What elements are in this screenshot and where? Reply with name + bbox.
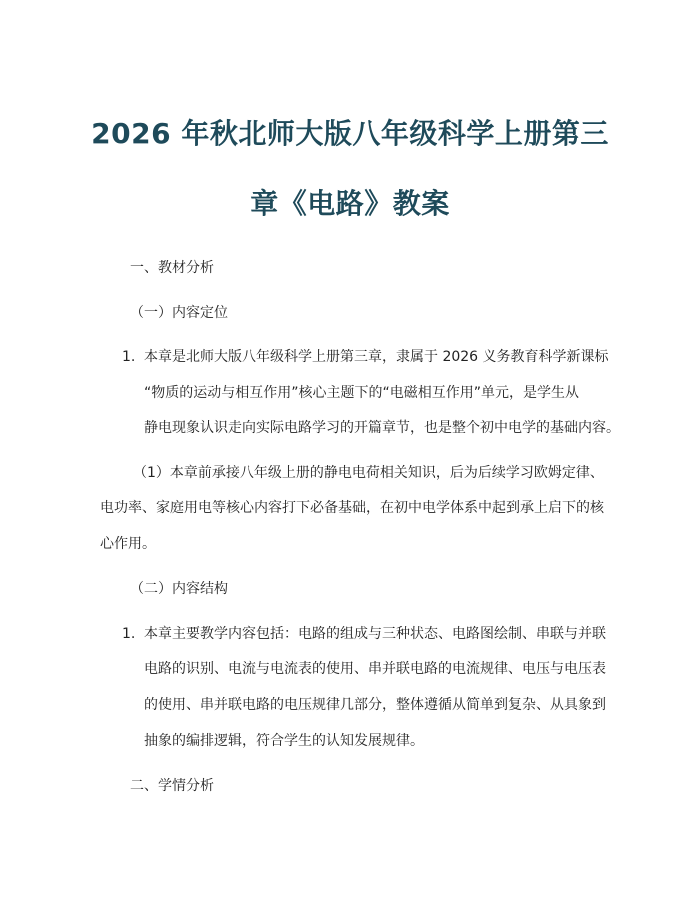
paragraph-2-line-1: （1）本章前承接八年级上册的静电电荷相关知识，后为后续学习欧姆定律、: [133, 465, 604, 481]
paragraph-3-line-4: 抽象的编排逻辑，符合学生的认知发展规律。: [144, 733, 424, 749]
paragraph-1-line-2: “物质的运动与相互作用”核心主题下的“电磁相互作用”单元，是学生从: [144, 385, 580, 401]
paragraph-1-line-1: [122, 347, 609, 367]
paragraph-text: 本章是北师大版八年级科学上册第三章，隶属于 2026 义务教育科学新课标: [144, 349, 609, 365]
paragraph-text: 本章主要教学内容包括：电路的组成与三种状态、电路图绘制、串联与并联: [144, 626, 606, 642]
paragraph-3-line-1: [122, 624, 606, 644]
subsection-heading-content-structure: （二）内容结构: [130, 581, 228, 597]
subsection-heading-content-positioning: （一）内容定位: [130, 305, 228, 321]
document-title-line-2: 章《电路》教案: [250, 187, 450, 220]
list-number: 1.: [122, 349, 136, 365]
paragraph-3-line-3: 的使用、串并联电路的电压规律几部分，整体遵循从简单到复杂、从具象到: [144, 697, 606, 713]
paragraph-1-line-3: 静电现象认识走向实际电路学习的开篇章节，也是整个初中电学的基础内容。: [144, 420, 620, 436]
paragraph-3-line-2: 电路的识别、电流与电流表的使用、串并联电路的电流规律、电压与电压表: [144, 661, 606, 677]
section-heading-learner-analysis: 二、学情分析: [130, 778, 214, 794]
paragraph-2-line-3: 心作用。: [100, 536, 156, 552]
list-number: 1.: [122, 626, 136, 642]
document-title-line-1: 2026 年秋北师大版八年级科学上册第三: [91, 117, 609, 150]
section-heading-textbook-analysis: 一、教材分析: [130, 260, 214, 276]
paragraph-2-line-2: 电功率、家庭用电等核心内容打下必备基础，在初中电学体系中起到承上启下的核: [100, 500, 604, 516]
